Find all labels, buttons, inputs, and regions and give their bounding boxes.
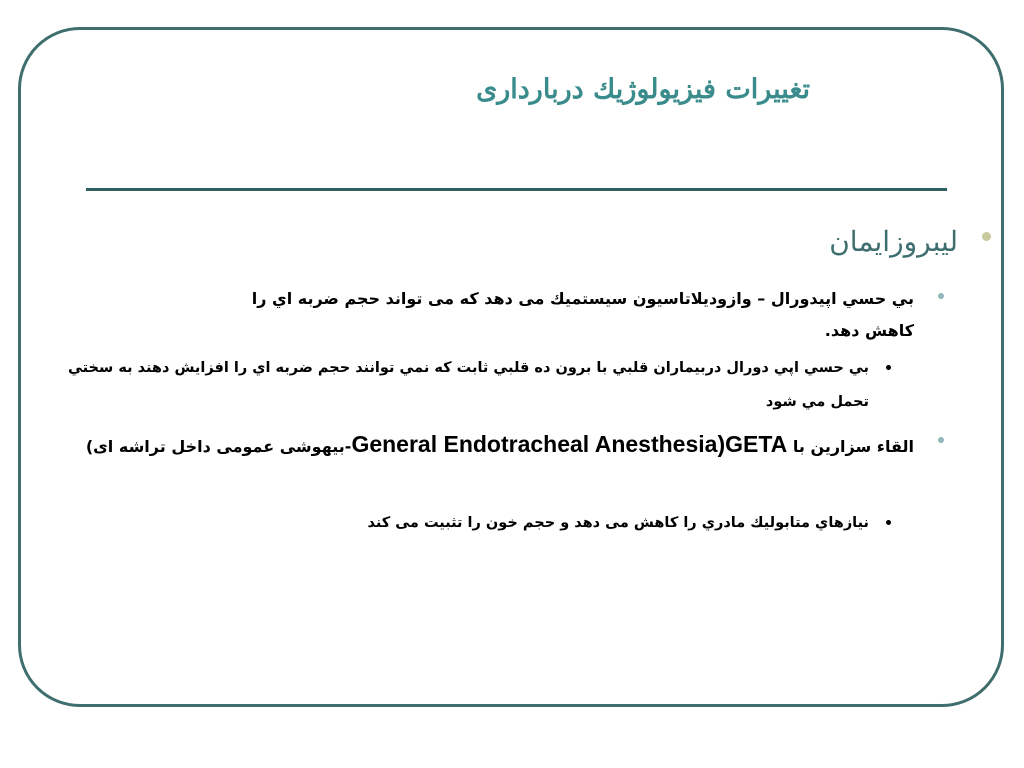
bullet-marker-level1 [982,232,991,241]
bullet-item-epidural: بي حسي اپيدورال – وازوديلاتاسيون سيستميك مى دهد كه مى تواند حجم ضربه اي را كاهش دهد. [251,289,914,340]
bullet-marker-level3 [886,365,891,370]
title-divider [86,188,947,191]
bullet-item-geta [64,425,914,466]
bullet-subitem-cardiac: بي حسي اپي دورال دربيماران قلبي با برون ده قلبي ثابت كه نمي توانند حجم ضربه اي را افزايش دهند به سختي تحمل مي شود [67,360,869,410]
geta-latin-term: General Endotracheal Anesthesia)GETA [351,431,788,457]
bullet-marker-level3 [886,520,891,525]
bullet-subitem-metabolic: نيازهاي متابوليك مادري را كاهش مى دهد و حجم خون را تثبيت مى كند [367,515,869,531]
geta-prefix: القاء سزارين با [787,437,914,456]
geta-suffix: -بيهوشی عمومی داخل تراشه ای) [85,437,352,456]
bullet-marker-level2 [938,293,944,299]
slide-title: تغييرات فيزيولوژيك درباردارى [476,74,810,105]
bullet-marker-level2 [938,437,944,443]
bullet-heading: ليبروزايمان [829,225,958,258]
